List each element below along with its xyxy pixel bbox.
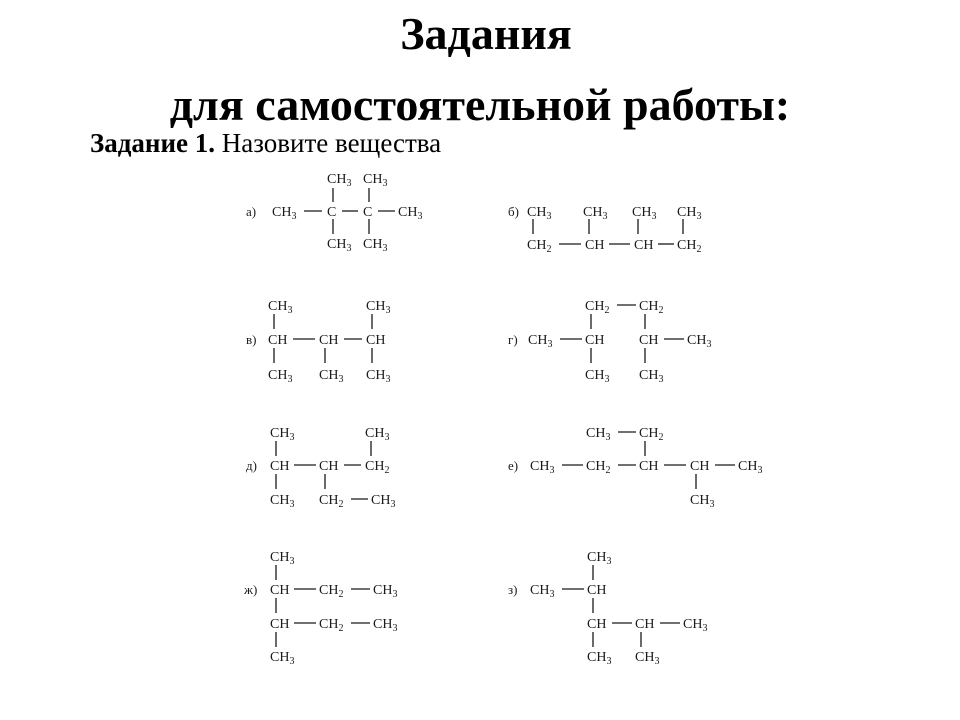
structure-label: е) — [508, 458, 519, 473]
atom-ch3: $CH_3$ — [639, 368, 664, 385]
atom-ch2: $CH_2$ — [639, 426, 664, 443]
structure-label: ж) — [244, 582, 258, 597]
atom-ch3: $CH_3$ — [272, 205, 297, 222]
atom-ch3: $CH_3$ — [319, 368, 344, 385]
structure-label: а) — [246, 204, 257, 219]
atom-ch3: $CH_3$ — [327, 172, 352, 189]
structure-zh — [243, 550, 397, 667]
structure-z — [508, 550, 707, 667]
atom-ch2: $CH_2$ — [639, 299, 664, 316]
atom-ch: CH — [319, 459, 339, 474]
task-text: Назовите вещества — [221, 128, 442, 158]
structure-v — [246, 299, 390, 385]
atom-ch3: $CH_3$ — [373, 617, 398, 634]
atom-ch: CH — [270, 617, 290, 632]
atom-ch3: $CH_3$ — [268, 299, 293, 316]
atom-ch3: $CH_3$ — [371, 493, 396, 510]
atom-ch3: $CH_3$ — [366, 299, 391, 316]
atom-ch: CH — [585, 333, 605, 348]
atom-ch3: $CH_3$ — [366, 368, 391, 385]
structure-g — [508, 299, 711, 385]
atom-ch3: $CH_3$ — [363, 172, 388, 189]
page-title-line-2: для самостоятельной работы: — [169, 79, 791, 130]
atom-ch3: $CH_3$ — [268, 368, 293, 385]
atom-ch3: $CH_3$ — [270, 493, 295, 510]
atom-ch2: $CH_2$ — [585, 299, 610, 316]
task-number: Задание 1. — [90, 128, 216, 158]
atom-ch2: $CH_2$ — [677, 238, 702, 255]
atom-ch3: $CH_3$ — [677, 205, 702, 222]
atom-ch3: $CH_3$ — [530, 459, 555, 476]
atom-ch3: $CH_3$ — [363, 237, 388, 254]
atom-ch3: $CH_3$ — [528, 333, 553, 350]
structure-label: б) — [508, 204, 519, 219]
atom-ch3: $CH_3$ — [373, 583, 398, 600]
structure-e — [508, 426, 762, 510]
structure-d — [246, 426, 395, 510]
atom-ch: CH — [270, 583, 290, 598]
structure-label: г) — [508, 332, 518, 347]
atom-ch2: $CH_2$ — [527, 238, 552, 255]
atom-ch: CH — [639, 459, 659, 474]
atom-ch: CH — [587, 617, 607, 632]
atom-ch3: $CH_3$ — [365, 426, 390, 443]
atom-c: C — [363, 205, 373, 220]
atom-ch3: $CH_3$ — [587, 650, 612, 667]
page-title-line-1: Задания — [400, 8, 572, 59]
atom-ch3: $CH_3$ — [327, 237, 352, 254]
structure-label: з) — [508, 582, 518, 597]
atom-c: C — [327, 205, 337, 220]
atom-ch2: $CH_2$ — [319, 583, 344, 600]
atom-ch: CH — [639, 333, 659, 348]
atom-ch: CH — [634, 238, 654, 253]
atom-ch2: $CH_2$ — [319, 493, 344, 510]
atom-ch3: $CH_3$ — [530, 583, 555, 600]
structure-a — [246, 172, 422, 254]
atom-ch3: $CH_3$ — [527, 205, 552, 222]
atom-ch: CH — [268, 333, 288, 348]
atom-ch: CH — [690, 459, 710, 474]
atom-ch3: $CH_3$ — [270, 650, 295, 667]
atom-ch3: $CH_3$ — [687, 333, 712, 350]
atom-ch3: $CH_3$ — [585, 368, 610, 385]
atom-ch3: $CH_3$ — [690, 493, 715, 510]
structure-b — [508, 204, 701, 255]
atom-ch: CH — [319, 333, 339, 348]
atom-ch3: $CH_3$ — [738, 459, 763, 476]
atom-ch3: $CH_3$ — [398, 205, 423, 222]
structure-label: в) — [246, 332, 257, 347]
atom-ch3: $CH_3$ — [635, 650, 660, 667]
atom-ch: CH — [587, 583, 607, 598]
atom-ch: CH — [366, 333, 386, 348]
atom-ch2: $CH_2$ — [319, 617, 344, 634]
atom-ch2: $CH_2$ — [586, 459, 611, 476]
atom-ch3: $CH_3$ — [632, 205, 657, 222]
atom-ch: CH — [585, 238, 605, 253]
atom-ch3: $CH_3$ — [587, 550, 612, 567]
structure-label: д) — [246, 458, 257, 473]
atom-ch3: $CH_3$ — [586, 426, 611, 443]
atom-ch2: $CH_2$ — [365, 459, 390, 476]
atom-ch3: $CH_3$ — [270, 550, 295, 567]
atom-ch: CH — [270, 459, 290, 474]
atom-ch3: $CH_3$ — [270, 426, 295, 443]
atom-ch3: $CH_3$ — [683, 617, 708, 634]
atom-ch3: $CH_3$ — [583, 205, 608, 222]
atom-ch: CH — [635, 617, 655, 632]
